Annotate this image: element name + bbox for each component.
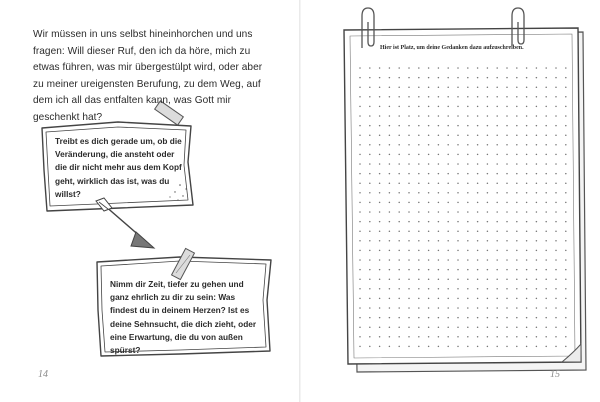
note2-question: Nimm dir Zeit, tiefer zu gehen und ganz ehrlich zu dir zu sein: Was findest du in deinem Herzen? Ist es deine Sehnsucht, die dich zieht, oder eine Erwartung, die du von außen spürst? (110, 279, 257, 356)
notepaper-title: Hier ist Platz, um deine Gedanken dazu aufzuschreiben. (380, 45, 524, 51)
notepaper-sheet (344, 28, 581, 364)
notepaper-drawing (300, 0, 600, 402)
intro-paragraph: Wir müssen in uns selbst hineinhorchen und uns fragen: Will dieser Ruf, den ich da höre, mich zu etwas führen, was mir übergestülpt wird, oder aber zu meiner ureigensten Berufung, zu dem Weg, auf dem ich all das entfalten kann, was Gott mir geschenkt hat? (33, 29, 263, 123)
page-number-left: 14 (38, 369, 48, 380)
page-number-right: 15 (550, 369, 560, 380)
right-page (300, 0, 600, 402)
note1-question: Treibt es dich gerade um, ob die Veränderung, die ansteht oder die dir nicht mehr aus dem Kopf geht, wirklich das ist, was du willst? (55, 136, 182, 199)
